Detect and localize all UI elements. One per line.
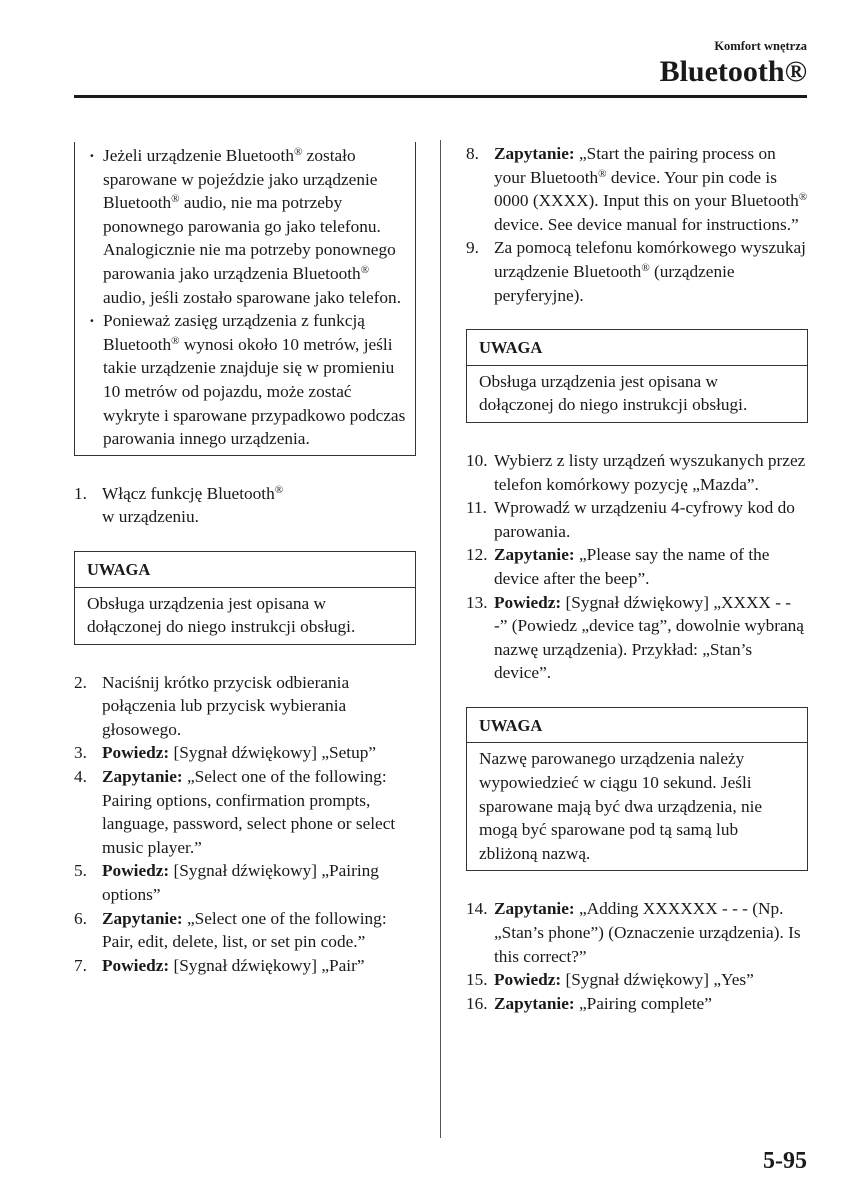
page-title: Bluetooth® bbox=[659, 55, 807, 88]
bullet-text: Ponieważ zasięg urządzenia z funkcją Bluetooth® wynosi około 10 metrów, jeśli takie urządzenie znajduje się w promieniu 10 metrów od pojazdu, może zostać wykryte i sparowane przypadkowo podczas parowania innego urządzenia. bbox=[103, 311, 406, 449]
step-1: 1. Włącz funkcję Bluetooth® w urządzeniu. bbox=[74, 483, 284, 527]
step-13: 13. Powiedz: [Sygnał dźwiękowy] „XXXX - - -” (Powiedz „device tag”, dowolnie wybraną nazwę urządzenia). Przykład: „Stan’s device”. bbox=[466, 592, 804, 683]
column-divider bbox=[440, 140, 441, 1138]
step-6: 6. Zapytanie: „Select one of the following: Pair, edit, delete, list, or set pin code.” bbox=[74, 908, 387, 952]
step-4: 4. Zapytanie: „Select one of the following: Pairing options, confirmation prompts, language, password, select phone or select music player.” bbox=[74, 767, 396, 857]
step-7: 7. Powiedz: [Sygnał dźwiękowy] „Pair” bbox=[74, 955, 365, 975]
note-box bbox=[466, 707, 808, 872]
step-16: 16. Zapytanie: „Pairing complete” bbox=[466, 993, 712, 1013]
step-9: 9. Za pomocą telefonu komórkowego wyszukaj urządzenie Bluetooth® (urządzenie peryferyjne). bbox=[466, 238, 806, 305]
step-15: 15. Powiedz: [Sygnał dźwiękowy] „Yes” bbox=[466, 970, 754, 990]
note-box bbox=[74, 551, 416, 645]
step-2: 2. Naciśnij krótko przycisk odbierania połączenia lub przycisk wybierania głosowego. bbox=[74, 672, 350, 739]
note-body: Obsługa urządzenia jest opisana w dołączonej do niego instrukcji obsługi. bbox=[479, 371, 748, 415]
header-rule bbox=[74, 95, 807, 98]
note-heading: UWAGA bbox=[75, 552, 415, 588]
info-bullets-box bbox=[74, 142, 416, 456]
step-11: 11. Wprowadź w urządzeniu 4-cyfrowy kod do parowania. bbox=[466, 498, 795, 541]
right-column bbox=[466, 142, 808, 1015]
page-number: 5-95 bbox=[763, 1148, 807, 1174]
section-header: Komfort wnętrza bbox=[714, 39, 807, 53]
left-column bbox=[74, 142, 416, 977]
step-3: 3. Powiedz: [Sygnał dźwiękowy] „Setup” bbox=[74, 743, 377, 763]
note-body: Obsługa urządzenia jest opisana w dołączonej do niego instrukcji obsługi. bbox=[87, 593, 356, 637]
bullet-dot: · bbox=[89, 311, 95, 331]
note-heading: UWAGA bbox=[467, 708, 807, 744]
step-5: 5. Powiedz: [Sygnał dźwiękowy] „Pairing options” bbox=[74, 861, 379, 905]
note-box bbox=[466, 329, 808, 423]
bullet-text: Jeżeli urządzenie Bluetooth® zostało sparowane w pojeździe jako urządzenie Bluetooth® audio, nie ma potrzeby ponownego parowania go jako telefonu. Analogicznie nie ma potrzeby ponownego parowania jako urządzenia Bluetooth® audio, jeśli zostało sparowane jako telefon. bbox=[103, 146, 402, 307]
step-10: 10. Wybierz z listy urządzeń wyszukanych przez telefon komórkowy pozycję „Mazda”. bbox=[466, 450, 806, 494]
bullet-item bbox=[89, 144, 407, 309]
step-14: 14. Zapytanie: „Adding XXXXXX - - - (Np. „Stan’s phone”) (Oznaczenie urządzenia). Is this correct?” bbox=[466, 899, 801, 966]
step-8: 8. Zapytanie: „Start the pairing process on your Bluetooth® device. Your pin code is 0000 (XXXX). Input this on your Bluetooth® device. See device manual for instructions.” bbox=[466, 144, 808, 234]
bullet-dot: · bbox=[89, 146, 95, 165]
bullet-item bbox=[89, 309, 407, 451]
note-heading: UWAGA bbox=[467, 330, 807, 366]
note-body: Nazwę parowanego urządzenia należy wypowiedzieć w ciągu 10 sekund. Jeśli sparowane mają być dwa urządzenia, nie mogą być sparowane pod tą samą lub zbliżoną nazwą. bbox=[479, 749, 763, 863]
step-12: 12. Zapytanie: „Please say the name of the device after the beep”. bbox=[466, 545, 770, 588]
